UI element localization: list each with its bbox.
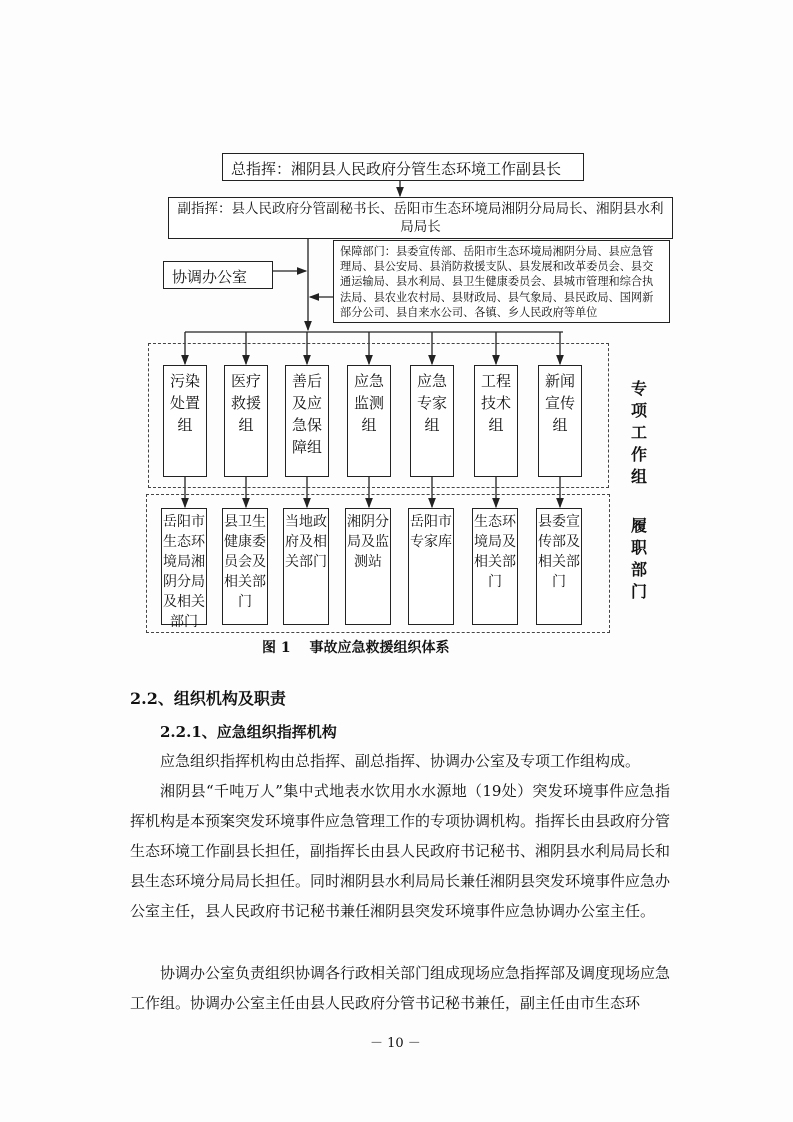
support-departments-text: 保障部门：县委宣传部、岳阳市生态环境局湘阴分局、县应急管理局、县公安局、县消防救援支队、县发展和改革委员会、县交通运输局、县水利局、县卫生健康委员会、县城市管理和综合执法局、县农业农村局、县财政局、县气象局、县民政局、国网新部分公司、县自来水公司、各镇、乡人民政府等单位 [340, 245, 654, 319]
department-box: 当地政府及相关部门 [283, 508, 329, 625]
coordination-office-box [163, 261, 273, 289]
coordination-office-text: 协调办公室 [172, 268, 248, 286]
section-heading: 2.2、组织机构及职责 [130, 689, 286, 708]
subsection-heading: 2.2.1、应急组织指挥机构 [160, 723, 337, 741]
group-box: 应急专家组 [410, 365, 454, 477]
departments-label: 履职部门 [630, 516, 647, 601]
department-box: 生态环境局及相关部门 [472, 508, 518, 625]
commander-box [222, 153, 584, 181]
deputy-text: 副指挥：县人民政府分管副秘书长、岳阳市生态环境局湘阴分局局长、湘阴县水利局局长 [177, 201, 664, 235]
paragraph-3: 协调办公室负责组织协调各行政相关部门组成现场应急指挥部及调度现场应急工作组。协调办公室主任由县人民政府分管书记秘书兼任，副主任由市生态环 [130, 964, 671, 1012]
commander-text: 总指挥：湘阴县人民政府分管生态环境工作副县长 [231, 160, 562, 178]
support-departments-box [333, 240, 670, 323]
paragraph-2: 湘阴县“千吨万人”集中式地表水饮用水水源地（19处）突发环境事件应急指挥机构是本预案突发环境事件应急管理工作的专项协调机构。指挥长由县政府分管生态环境工作副县长担任，副指挥长由县人民政府书记秘书、湘阴县水利局局长和县生态环境分局局长担任。同时湘阴县水利局局长兼任湘阴县突发环境事件应急办公室主任，县人民政府书记秘书兼任湘阴县突发环境事件应急协调办公室主任。 [130, 782, 671, 920]
paragraph-1: 应急组织指挥机构由总指挥、副总指挥、协调办公室及专项工作组构成。 [160, 752, 641, 770]
group-box: 应急监测组 [347, 365, 391, 477]
department-box: 县委宣传部及相关部门 [536, 508, 582, 625]
department-box: 湘阴分局及监测站 [345, 508, 391, 625]
department-box: 岳阳市专家库 [408, 508, 454, 625]
group-box: 工程技术组 [474, 365, 518, 477]
group-box: 善后及应急保障组 [285, 365, 329, 477]
deputy-box [168, 197, 673, 239]
department-box: 岳阳市生态环境局湘阴分局及相关部门 [161, 508, 207, 625]
group-box: 新闻宣传组 [538, 365, 582, 477]
department-box: 县卫生健康委员会及相关部门 [222, 508, 268, 625]
group-box: 污染处置组 [163, 365, 207, 477]
groups-label: 专项工作组 [630, 379, 647, 486]
page-number: － 10 － [370, 1036, 421, 1051]
group-box: 医疗救援组 [224, 365, 268, 477]
figure-caption: 图 1 事故应急救援组织体系 [262, 640, 450, 656]
